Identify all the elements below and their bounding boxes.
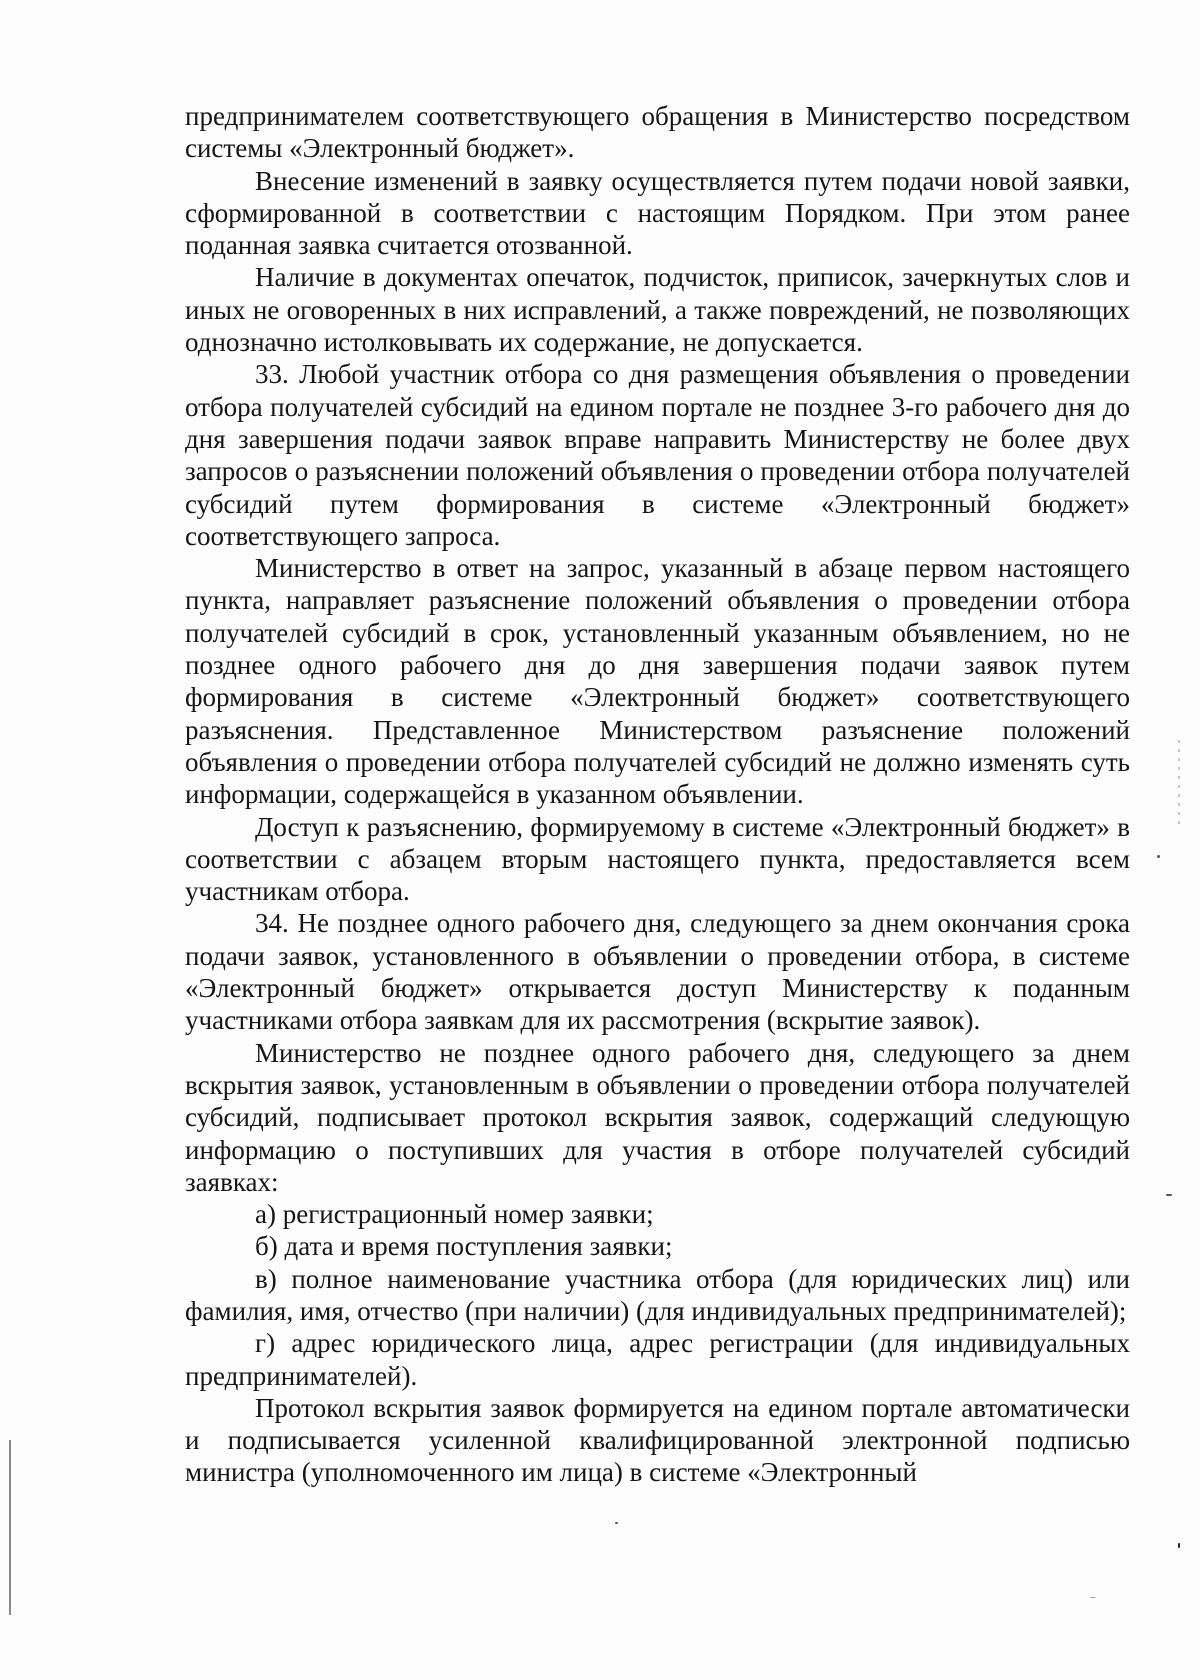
paragraph-item-34: 34. Не позднее одного рабочего дня, следующего за днем окончания срока подачи заявок, установленного в объявлении о проведении отбора, в системе «Электронный бюджет» открывается доступ Министерству к поданным участниками отбора заявкам для их рассмотрения (вскрытие заявок).	[185, 908, 1130, 1036]
paragraph-continuation: предпринимателем соответствующего обращения в Министерство посредством системы «Электронный бюджет».	[185, 101, 1130, 164]
scan-margin-artifact	[1178, 740, 1180, 830]
paragraph-access: Доступ к разъяснению, формируемому в системе «Электронный бюджет» в соответствии с абзацем вторым настоящего пункта, предоставляется всем участникам отбора.	[185, 811, 1130, 907]
paragraph-protocol-info: Министерство не позднее одного рабочего дня, следующего за днем вскрытия заявок, установленным в объявлении о проведении отбора получателей субсидий, подписывает протокол вскрытия заявок, содержащий следующую информацию о поступивших для участия в отборе получателей субсидий заявках:	[185, 1037, 1130, 1197]
scan-edge-line	[9, 1440, 11, 1615]
list-item-b: б) дата и время поступления заявки;	[255, 1231, 673, 1262]
scan-speck	[1157, 855, 1160, 858]
scan-speck	[615, 1522, 618, 1524]
paragraph-ministry-response: Министерство в ответ на запрос, указанный в абзаце первом настоящего пункта, направляет разъяснение положений объявления о проведении отбора получателей субсидий в срок, установленный указанным объявлением, но не позднее одного рабочего дня до дня завершения подачи заявок путем формирования в системе «Электронный бюджет» соответствующего разъяснения. Представленное Министерством разъяснение положений объявления о проведении отбора получателей субсидий не должно изменять суть информации, содержащейся в указанном объявлении.	[185, 553, 1130, 810]
paragraph-amendments: Внесение изменений в заявку осуществляется путем подачи новой заявки, сформированной в соответствии с настоящим Порядком. При этом ранее поданная заявка считается отозванной.	[185, 165, 1130, 261]
document-body	[185, 100, 1130, 1489]
paragraph-typos: Наличие в документах опечаток, подчисток, приписок, зачеркнутых слов и иных не оговоренных в них исправлений, а также повреждений, не позволяющих однозначно истолковывать их содержание, не допускается.	[185, 262, 1130, 358]
list-item-g: г) адрес юридического лица, адрес регистрации (для индивидуальных предпринимателей).	[185, 1328, 1130, 1391]
list-item-a: а) регистрационный номер заявки;	[255, 1199, 654, 1230]
paragraph-protocol-signing: Протокол вскрытия заявок формируется на едином портале автоматически и подписывается усиленной квалифицированной электронной подписью министра (уполномоченного им лица) в системе «Электронный	[185, 1392, 1130, 1488]
scan-speck	[1166, 1194, 1172, 1196]
scan-speck	[1178, 1543, 1180, 1548]
list-item-v: в) полное наименование участника отбора (для юридических лиц) или фамилия, имя, отчество (при наличии) (для индивидуальных предпринимателей);	[185, 1263, 1130, 1326]
paragraph-item-33: 33. Любой участник отбора со дня размещения объявления о проведении отбора получателей субсидий на едином портале не позднее 3-го рабочего дня до дня завершения подачи заявок вправе направить Министерству не более двух запросов о разъяснении положений объявления о проведении отбора получателей субсидий путем формирования в системе «Электронный бюджет» соответствующего запроса.	[185, 359, 1130, 551]
scan-speck	[1090, 1597, 1096, 1598]
